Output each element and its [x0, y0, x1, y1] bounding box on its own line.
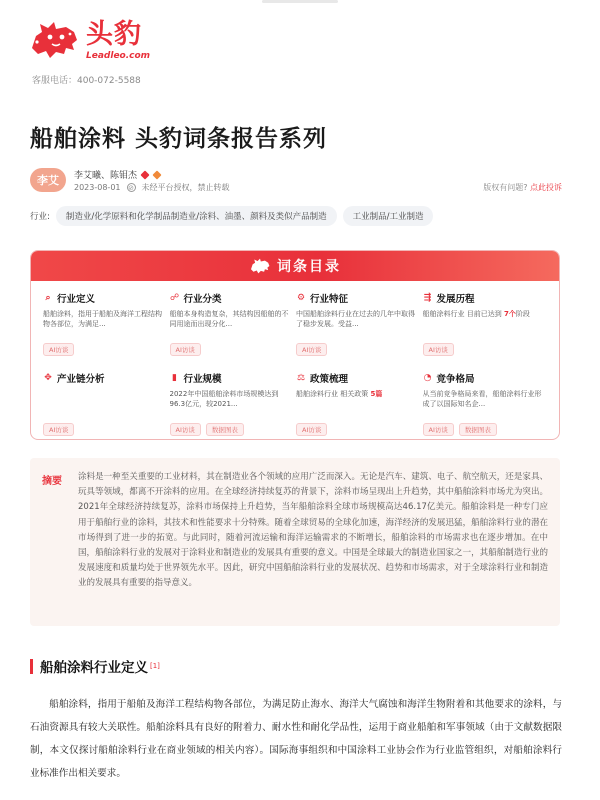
toc-desc-text: 中国船舶涂料行业在过去的几年中取得了稳步发展。受益...: [296, 310, 415, 328]
feature-icon: ⚙: [296, 293, 306, 303]
toc-item-heading: [170, 371, 291, 385]
toc-item-buttons: [170, 423, 291, 436]
toc-grid: [31, 281, 559, 440]
toc-item-title: 行业定义: [57, 294, 96, 305]
section-body: 船舶涂料，指用于船舶及海洋工程结构物各部位，为满足防止海水、海洋大气腐蚀和海洋生物附着和其他要求的涂料，与石油资源具有较大关联性。船舶涂料具有良好的附着力、耐水性和耐化学品性，运用于商业船舶和军事领域（由于文献数据限制，本文仅探讨船舶涂料行业在商业领域的相关内容）。国际海事组织和中国涂料工业协会作为行业监管组织，对船舶涂料行业标准作出相关要求。: [30, 699, 562, 779]
toc-item-title: 政策梳理: [310, 374, 349, 385]
ai-interview-button[interactable]: AI访谈: [423, 423, 454, 436]
toc-desc-text: 船舶涂料，指用于船舶及海洋工程结构物各部位，为满足...: [43, 310, 162, 328]
abstract-label: 摘要: [42, 476, 62, 487]
toc-item-desc: [170, 309, 291, 339]
page-title: 船舶涂料 头豹词条报告系列: [30, 126, 328, 152]
ai-interview-button[interactable]: AI访谈: [43, 343, 74, 356]
toc-item[interactable]: [43, 291, 170, 363]
toc-item-heading: [170, 291, 291, 305]
toc-item[interactable]: [170, 371, 297, 440]
toc-item-buttons: [43, 343, 164, 356]
toc-item[interactable]: [43, 371, 170, 440]
toc-item-title: 行业特征: [310, 294, 349, 305]
toc-item[interactable]: [296, 291, 423, 363]
toc-item-desc: [296, 389, 417, 419]
publish-date: 2023-08-01: [74, 183, 121, 192]
section-bar: [30, 659, 33, 674]
toc-desc-text: 船舶涂料行业 目前已达到: [422, 310, 504, 318]
toc-item[interactable]: [170, 291, 297, 363]
toc-item-heading: [43, 371, 164, 385]
author-line: [74, 168, 161, 181]
abstract-box: [30, 458, 560, 626]
brand-name-en: Leadleo.com: [86, 51, 151, 61]
data-chart-button[interactable]: 数据图表: [206, 423, 244, 436]
toc-header: [31, 251, 559, 281]
industry-tag[interactable]: 制造业/化学原料和化学制品制造业/涂料、油墨、颜料及类似产品制造: [56, 206, 337, 226]
toc-item-heading: [296, 291, 417, 305]
bar-chart-icon: ▮: [172, 373, 177, 383]
copyright-notice: 未经平台授权，禁止转载: [141, 183, 230, 192]
chain-icon: ✥: [44, 373, 52, 383]
avatar[interactable]: 李艾: [30, 168, 66, 192]
brand-name-cn: 头豹: [86, 19, 142, 50]
complaint-line: [483, 182, 562, 193]
top-strip: [0, 0, 600, 6]
toc-item-desc: [423, 309, 544, 339]
toc-item-heading: [423, 371, 544, 385]
toc-item-buttons: [423, 343, 544, 356]
complaint-prefix: 版权有问题?: [483, 183, 528, 192]
authors[interactable]: 李艾曦、陈钼杰: [74, 171, 138, 181]
ban-icon: ⊘: [128, 183, 134, 192]
ai-interview-button[interactable]: AI访谈: [423, 343, 454, 356]
toc-item-buttons: [296, 343, 417, 356]
brand-logo[interactable]: [28, 18, 150, 62]
service-phone: 客服电话：400-072-5588: [32, 76, 141, 86]
toc-highlight: 7个: [503, 310, 516, 318]
toc-highlight: 5篇: [370, 390, 383, 398]
ai-interview-button[interactable]: AI访谈: [170, 343, 201, 356]
abstract-text: 涂料是一种至关重要的工业材料，其在制造业各个领域的应用广泛而深入。无论是汽车、建筑、电子、航空航天，还是家具、玩具等领域，都离不开涂料的应用。在全球经济持续复苏的背景下，涂料市场呈现出上升趋势，其中船舶涂料市场尤为突出。2021年全球经济持续复苏，涂料市场保持上升趋势，当年船舶涂料全球市场规模高达46.17亿美元。船舶涂料是一种专门应用于船舶行业的涂料，其技术和性能要求十分特殊。随着全球贸易的全球化加速，海洋经济的发展迅猛，船舶涂料行业的潜在市场得到了进一步的拓宽。与此同时，随着河流运输和海洋运输需求的不断增长，船舶涂料的市场需求也在逐步增加。在中国，船舶涂料行业的发展对于涂料业和制造业的发展具有重要的意义。中国是全球最大的制造业国家之一，其船舶制造行业的发展速度和质量均处于世界领先水平。因此，研究中国船舶涂料行业的发展状况、趋势和市场需求，对于全球涂料行业和制造业的发展具有重要的指导意义。: [78, 472, 548, 589]
toc-item-title: 行业规模: [183, 374, 222, 385]
toc-item-heading: [296, 371, 417, 385]
toc-item[interactable]: [423, 371, 550, 440]
toc-item-buttons: [423, 423, 544, 436]
toc-item-title: 发展历程: [436, 294, 475, 305]
reference-link[interactable]: [1]: [150, 662, 160, 670]
history-icon: ⇶: [423, 293, 432, 303]
data-chart-button[interactable]: 数据图表: [459, 423, 497, 436]
section-title: 船舶涂料行业定义: [40, 660, 148, 676]
toc-item-title: 行业分类: [183, 294, 222, 305]
ai-interview-button[interactable]: AI访谈: [170, 423, 201, 436]
toc-desc-text: 从当前竞争格局来看，船舶涂料行业形成了以国际知名企...: [422, 390, 542, 408]
leopard-logo-icon: [28, 18, 80, 62]
toc-desc-text: 2022年中国船舶涂料市场规模达到96.3亿元，较2021...: [169, 390, 279, 408]
toc-item-desc: [170, 389, 291, 419]
verified-icon: [140, 170, 149, 179]
toc-title: 词条目录: [277, 259, 341, 275]
toc-item[interactable]: [423, 291, 550, 363]
toc-item-desc: [296, 309, 417, 339]
toc-item[interactable]: [296, 371, 423, 440]
pie-icon: ◔: [423, 373, 432, 383]
toc-item-buttons: [170, 343, 291, 356]
ai-interview-button[interactable]: AI访谈: [296, 343, 327, 356]
toc-item-heading: [423, 291, 544, 305]
toc-desc-text: 船舶本身构造复杂，其结构因船舶的不同用途而出现分化...: [169, 310, 289, 328]
magnifier-icon: ⌕: [45, 293, 51, 303]
hierarchy-icon: ☍: [169, 293, 180, 303]
toc-item-title: 产业链分析: [57, 374, 105, 385]
leopard-logo-icon: [249, 257, 271, 275]
ai-interview-button[interactable]: AI访谈: [43, 423, 74, 436]
toc-desc-suffix: 阶段: [515, 310, 530, 318]
industry-row: [30, 206, 433, 226]
report-meta: [74, 182, 230, 193]
policy-icon: ⚖: [296, 373, 306, 383]
toc-item-title: 竞争格局: [436, 374, 475, 385]
toc-item-buttons: [296, 423, 417, 436]
ai-interview-button[interactable]: AI访谈: [296, 423, 327, 436]
verified-icon: [152, 170, 161, 179]
toc-item-desc: [43, 389, 164, 419]
section-heading: [30, 656, 160, 676]
toc-item-desc: [43, 309, 164, 339]
toc-desc-text: 船舶涂料行业 相关政策: [296, 390, 371, 398]
table-of-contents: [30, 250, 560, 440]
toc-item-heading: [43, 291, 164, 305]
industry-label: 行业:: [30, 212, 50, 222]
toc-item-buttons: [43, 423, 164, 436]
complaint-link[interactable]: 点此投诉: [530, 183, 562, 192]
industry-tag[interactable]: 工业制品/工业制造: [343, 206, 434, 226]
toc-item-desc: [423, 389, 544, 419]
